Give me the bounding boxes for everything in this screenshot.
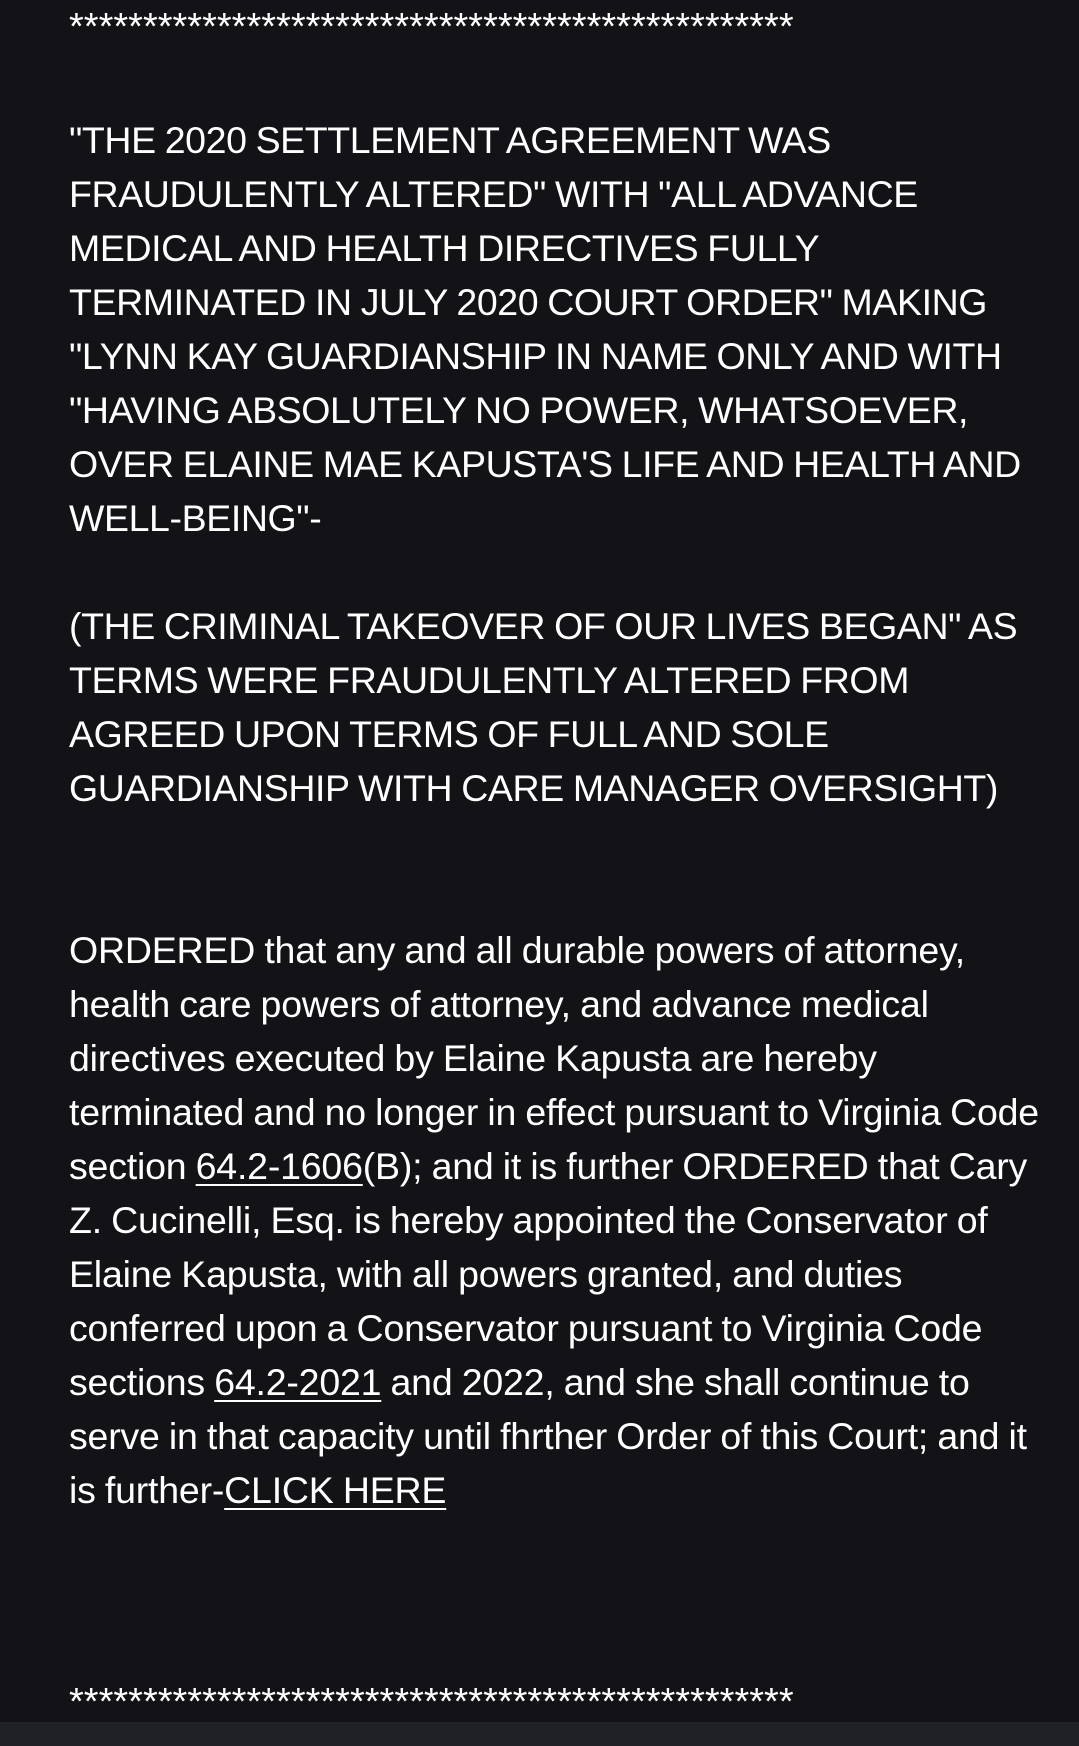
order-text-part-1: ORDERED that any and all durable powers of attorney, health care powers of attorney, and advance medical directives executed by Elaine Kapusta are hereby terminated and no longer in effect pursuant to Virginia Code section xyxy=(69,929,1039,1187)
order-text-part-3: and 2022, and she shall continue to serve in that capacity until fhrther Order of this Court; and it is further- xyxy=(69,1361,1027,1511)
code-link-64-2-1606[interactable]: 64.2-1606 xyxy=(195,1145,363,1187)
bottom-bar xyxy=(0,1722,1079,1746)
paragraph-settlement-claim: "THE 2020 SETTLEMENT AGREEMENT WAS FRAUDULENTLY ALTERED" WITH "ALL ADVANCE MEDICAL AND HEALTH DIRECTIVES FULLY TERMINATED IN JULY 2020 COURT ORDER" MAKING "LYNN KAY GUARDIANSHIP IN NAME ONLY AND WITH "HAVING ABSOLUTELY NO POWER, WHATSOEVER, OVER ELAINE MAE KAPUSTA'S LIFE AND HEALTH AND WELL-BEING"- xyxy=(69,119,1021,539)
top-separator: ************************************************* xyxy=(69,8,794,46)
click-here-link[interactable]: CLICK HERE xyxy=(224,1469,447,1511)
code-link-64-2-2021[interactable]: 64.2-2021 xyxy=(214,1361,382,1403)
paragraph-criminal-takeover: (THE CRIMINAL TAKEOVER OF OUR LIVES BEGAN" AS TERMS WERE FRAUDULENTLY ALTERED FROM AGREED UPON TERMS OF FULL AND SOLE GUARDIANSHIP WITH CARE MANAGER OVERSIGHT) xyxy=(69,605,1018,809)
paragraph-court-order xyxy=(69,923,1059,1517)
order-text-part-2: (B); and it is further ORDERED that Cary Z. Cucinelli, Esq. is hereby appointed the Conservator of Elaine Kapusta, with all powers granted, and duties conferred upon a Conservator pursuant to Virginia Code sections xyxy=(69,1145,1028,1403)
bottom-separator: ************************************************* xyxy=(69,1683,794,1721)
